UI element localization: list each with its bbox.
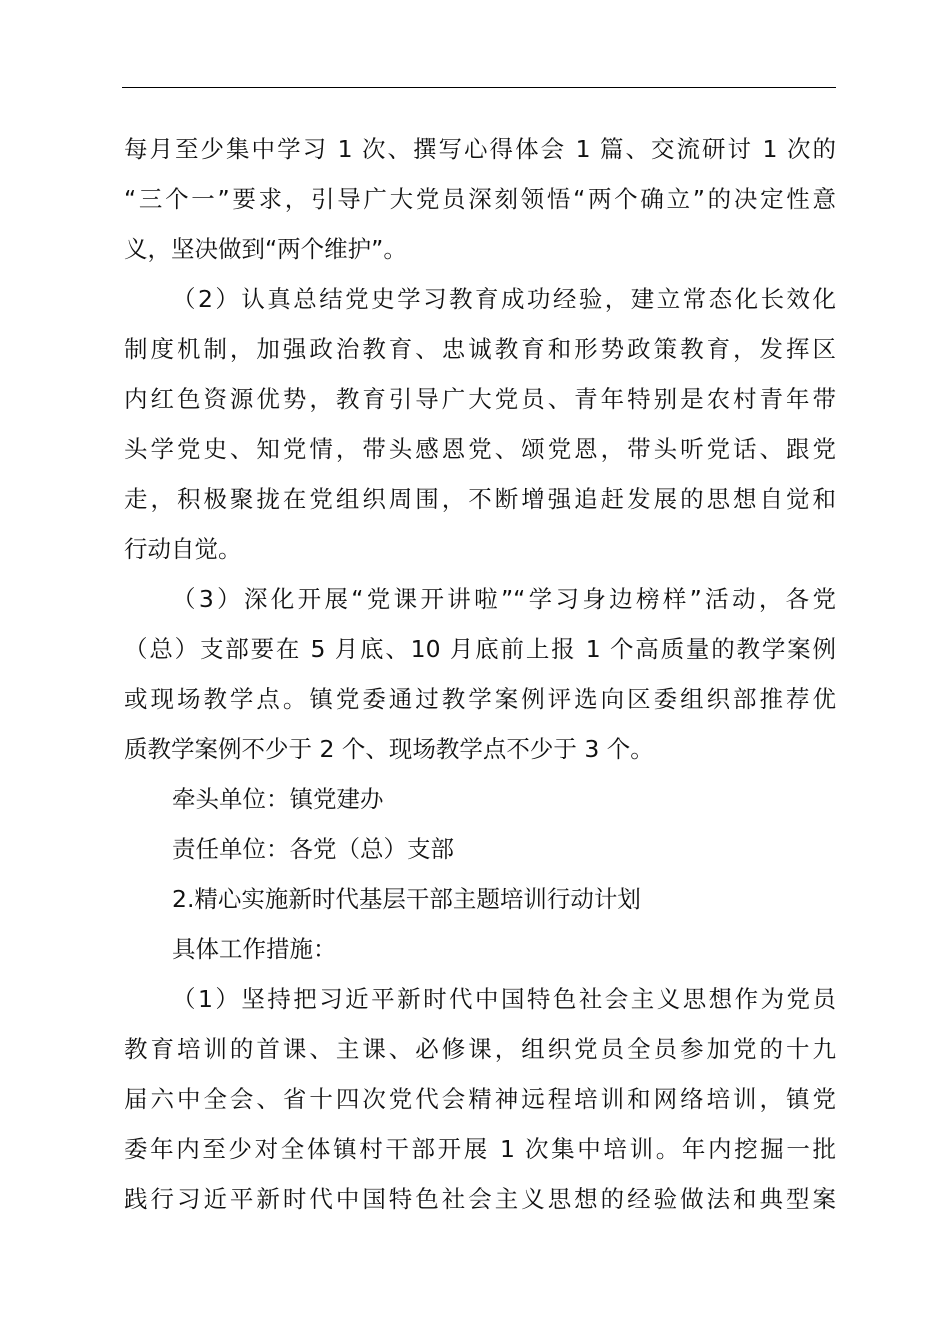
text-line: 委年内至少对全体镇村干部开展 1 次集中培训。年内挖掘一批 xyxy=(124,1135,836,1163)
text-line: 制度机制，加强政治教育、忠诚教育和形势政策教育，发挥区 xyxy=(124,335,836,363)
text-line: 每月至少集中学习 1 次、撰写心得体会 1 篇、交流研讨 1 次的 xyxy=(124,135,836,163)
text-line: 走，积极聚拢在党组织周围，不断增强追赶发展的思想自觉和 xyxy=(124,485,836,513)
text-line: 牵头单位：镇党建办 xyxy=(172,785,384,813)
text-line: 行动自觉。 xyxy=(124,535,242,563)
text-line: 义，坚决做到“两个维护”。 xyxy=(124,235,407,263)
document-body xyxy=(124,124,836,1224)
text-line: 内红色资源优势，教育引导广大党员、青年特别是农村青年带 xyxy=(124,385,836,413)
text-line: （1）坚持把习近平新时代中国特色社会主义思想作为党员 xyxy=(172,985,836,1013)
text-line: 质教学案例不少于 2 个、现场教学点不少于 3 个。 xyxy=(124,735,654,763)
section-heading: 2.精心实施新时代基层干部主题培训行动计划 xyxy=(172,885,641,913)
text-line: （3）深化开展“党课开讲啦”“学习身边榜样”活动，各党 xyxy=(172,585,836,613)
text-line: 届六中全会、省十四次党代会精神远程培训和网络培训，镇党 xyxy=(124,1085,836,1113)
text-line: 具体工作措施： xyxy=(172,935,337,963)
text-line: 头学党史、知党情，带头感恩党、颂党恩，带头听党话、跟党 xyxy=(124,435,836,463)
text-line: （2）认真总结党史学习教育成功经验，建立常态化长效化 xyxy=(172,285,836,313)
header-rule xyxy=(122,87,836,88)
text-line: （总）支部要在 5 月底、10 月底前上报 1 个高质量的教学案例 xyxy=(124,635,836,663)
text-line: “三个一”要求，引导广大党员深刻领悟“两个确立”的决定性意 xyxy=(124,185,836,213)
text-line: 教育培训的首课、主课、必修课，组织党员全员参加党的十九 xyxy=(124,1035,836,1063)
text-line: 责任单位：各党（总）支部 xyxy=(172,835,454,863)
text-line: 或现场教学点。镇党委通过教学案例评选向区委组织部推荐优 xyxy=(124,685,836,713)
text-line: 践行习近平新时代中国特色社会主义思想的经验做法和典型案 xyxy=(124,1185,836,1213)
